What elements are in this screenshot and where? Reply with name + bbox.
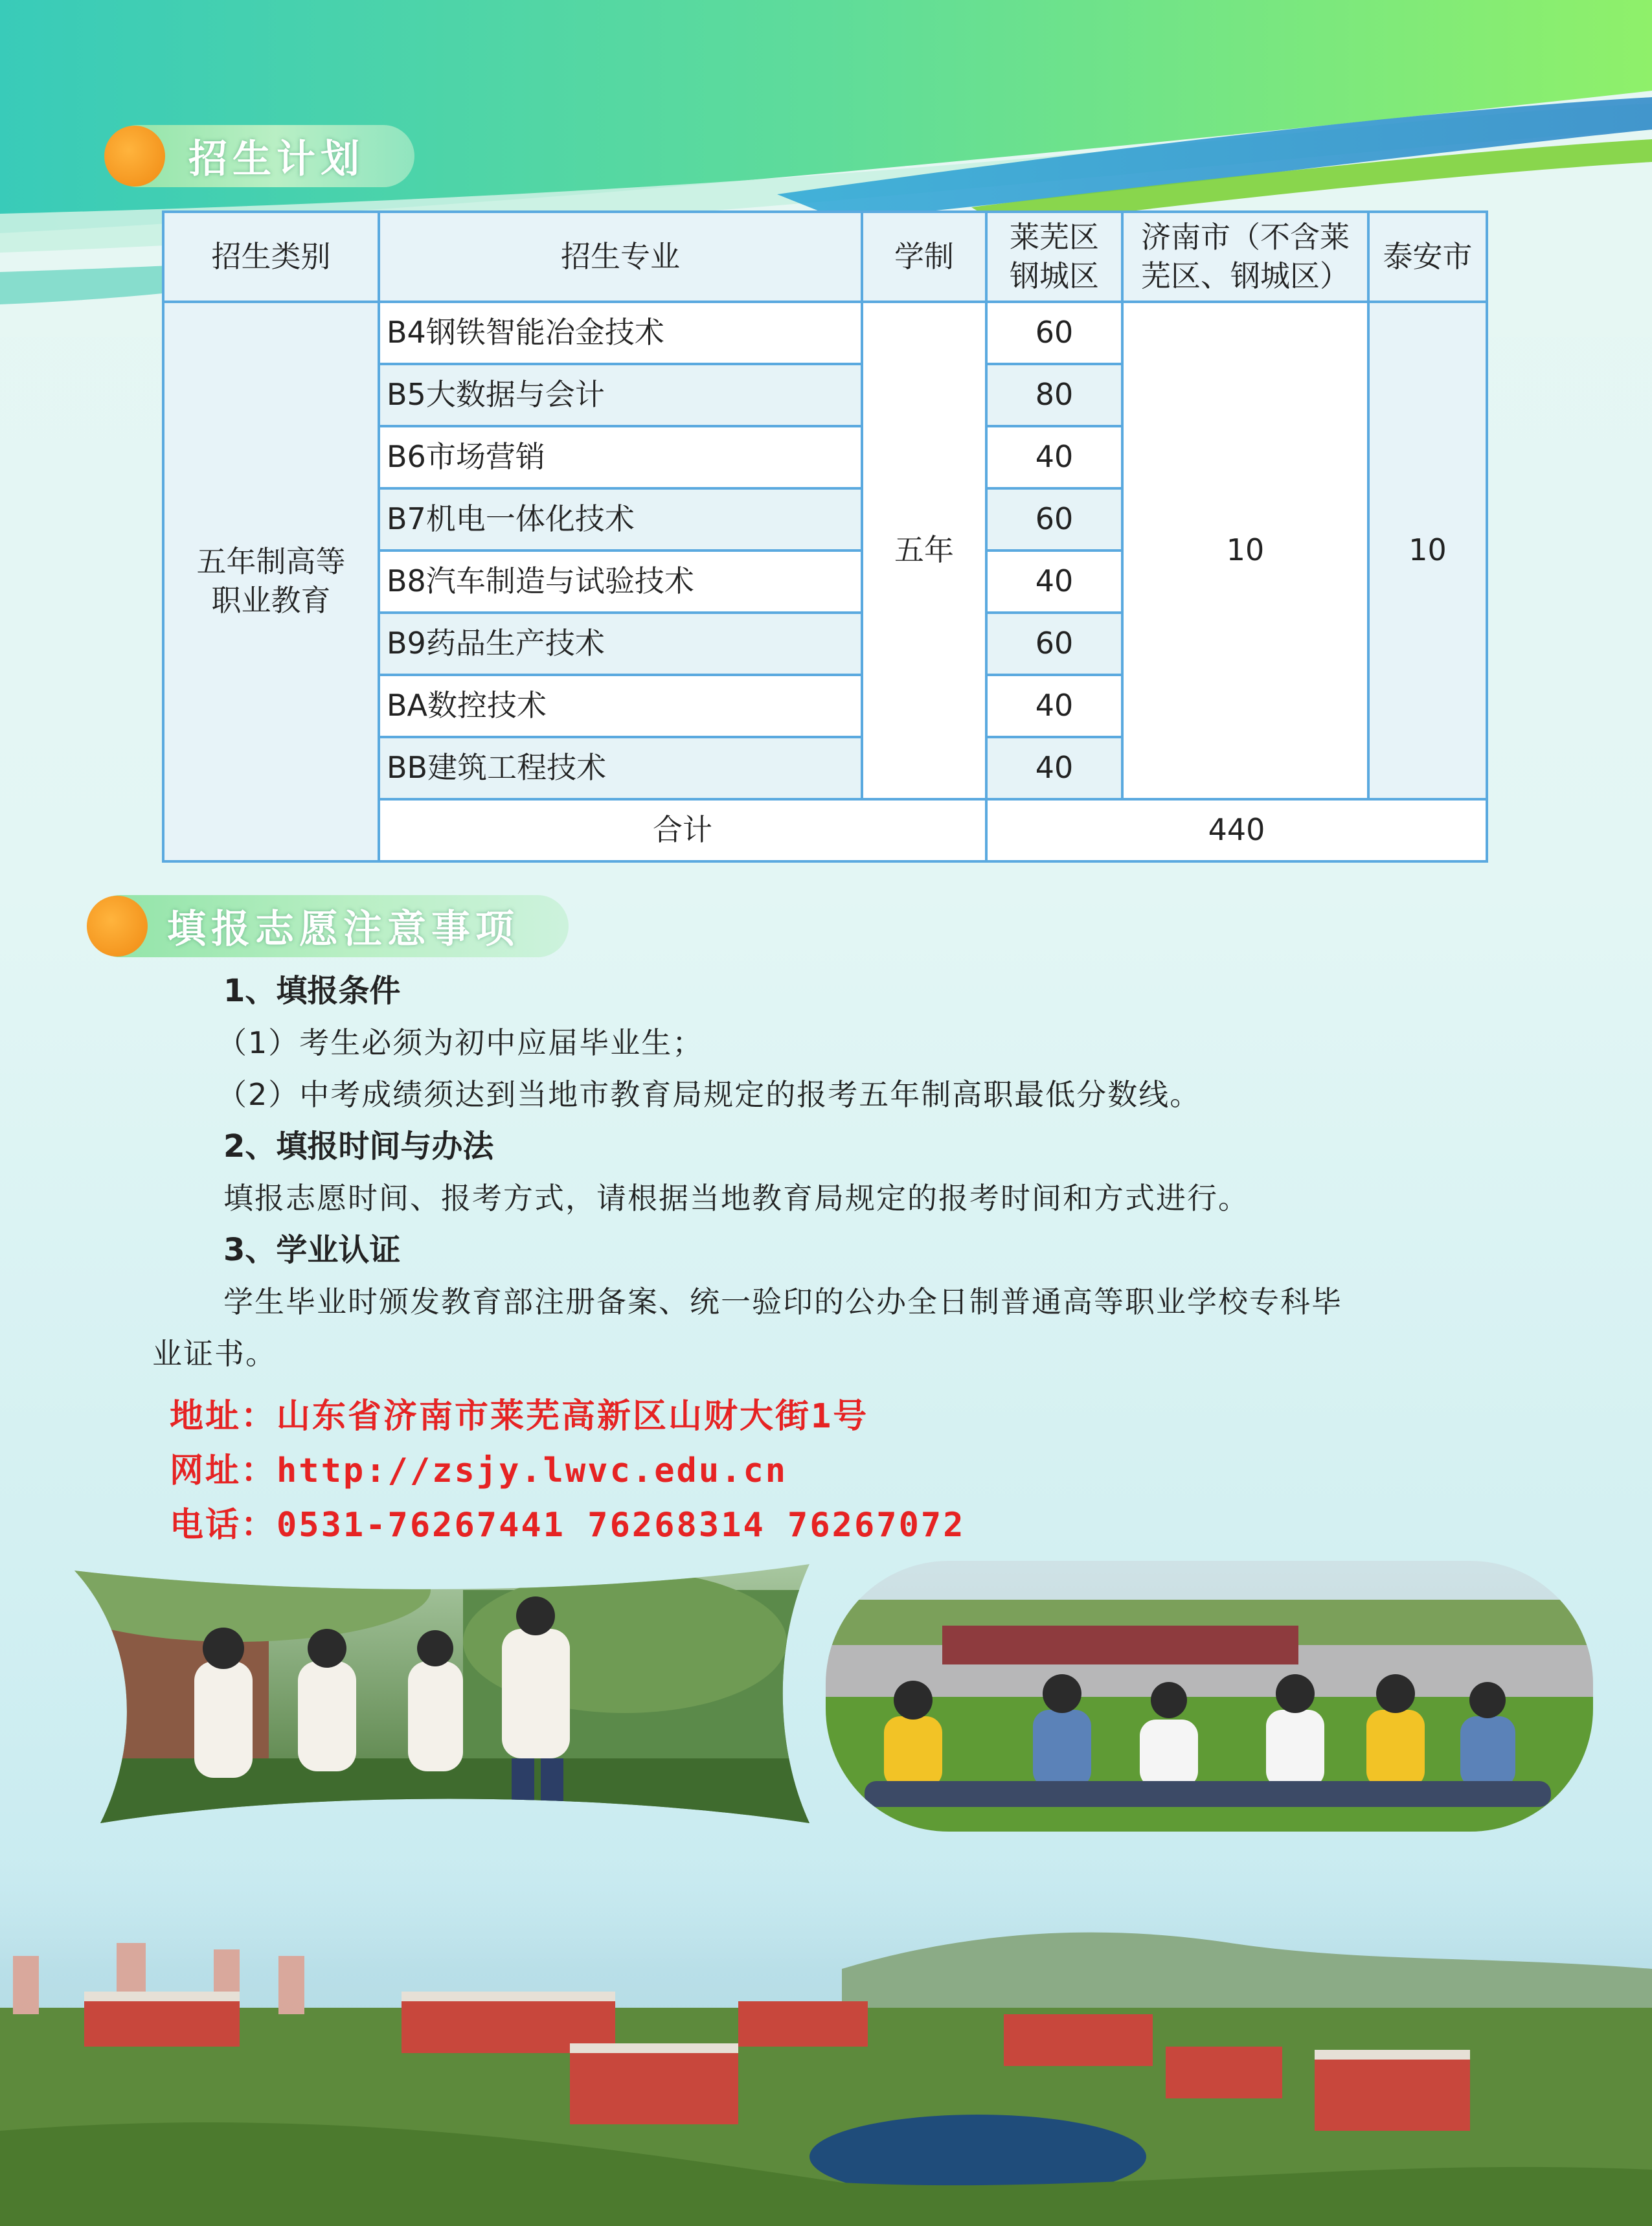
major-cell: B4钢铁智能冶金技术 [379,302,862,364]
header-length: 学制 [862,212,986,302]
campus-aerial-photo [0,1859,1652,2226]
notes-paragraph: （1）考生必须为初中应届毕业生； [217,1025,704,1060]
laiwu-quota-cell: 80 [986,364,1122,426]
major-cell: BA数控技术 [379,675,862,737]
laiwu-quota-cell: 60 [986,488,1122,551]
notes-paragraph: 业证书。 [152,1336,277,1371]
plan-section-header [107,125,414,187]
orange-dot-icon [87,896,148,957]
jinan-quota-cell: 10 [1122,302,1368,799]
website-link[interactable]: 网址：http://zsjy.lwvc.edu.cn [170,1451,788,1490]
notes-heading-1: 1、填报条件 [223,973,401,1009]
header-laiwu: 莱芜区 钢城区 [986,212,1122,302]
total-value: 440 [986,799,1487,861]
category-text: 五年制高等职业教育 [196,544,346,618]
address-text: 地址：山东省济南市莱芜高新区山财大街1号 [170,1397,869,1436]
header-jinan: 济南市（不含莱芜区、钢城区） [1122,212,1368,302]
notes-section-header [89,895,569,957]
major-cell: B5大数据与会计 [379,364,862,426]
header-category: 招生类别 [163,212,379,302]
taian-quota-cell: 10 [1368,302,1487,799]
header-taian: 泰安市 [1368,212,1487,302]
major-cell: B8汽车制造与试验技术 [379,551,862,613]
notes-heading-2: 2、填报时间与办法 [223,1128,494,1164]
major-cell: B6市场营销 [379,426,862,488]
header-major: 招生专业 [379,212,862,302]
major-cell: B7机电一体化技术 [379,488,862,551]
contact-info [170,1389,966,1552]
notes-paragraph: （2）中考成绩须达到当地市教育局规定的报考五年制高职最低分数线。 [217,1077,1201,1112]
orange-dot-icon [104,126,165,187]
major-cell: BB建筑工程技术 [379,737,862,799]
notes-paragraph: 学生毕业时颁发教育部注册备案、统一验印的公办全日制普通高等职业学校专科毕 [223,1284,1342,1319]
students-walking-photo [74,1564,809,1823]
laiwu-quota-cell: 60 [986,613,1122,675]
laiwu-quota-cell: 60 [986,302,1122,364]
total-label: 合计 [379,799,986,861]
table-row [163,302,1487,364]
students-on-grass-photo [826,1561,1593,1832]
notes-body [152,965,1512,1380]
laiwu-quota-cell: 40 [986,737,1122,799]
plan-section-title: 招生计划 [188,137,365,182]
notes-paragraph: 填报志愿时间、报考方式，请根据当地教育局规定的报考时间和方式进行。 [223,1181,1249,1216]
enrollment-plan-table [162,210,1488,863]
laiwu-quota-cell: 40 [986,426,1122,488]
category-cell [163,302,379,861]
laiwu-quota-cell: 40 [986,551,1122,613]
laiwu-quota-cell: 40 [986,675,1122,737]
length-cell: 五年 [862,302,986,799]
major-cell: B9药品生产技术 [379,613,862,675]
phone-text: 电话：0531-76267441 76268314 76267072 [170,1506,966,1545]
notes-section-title: 填报志愿注意事项 [167,907,519,952]
notes-heading-3: 3、学业认证 [223,1232,401,1268]
